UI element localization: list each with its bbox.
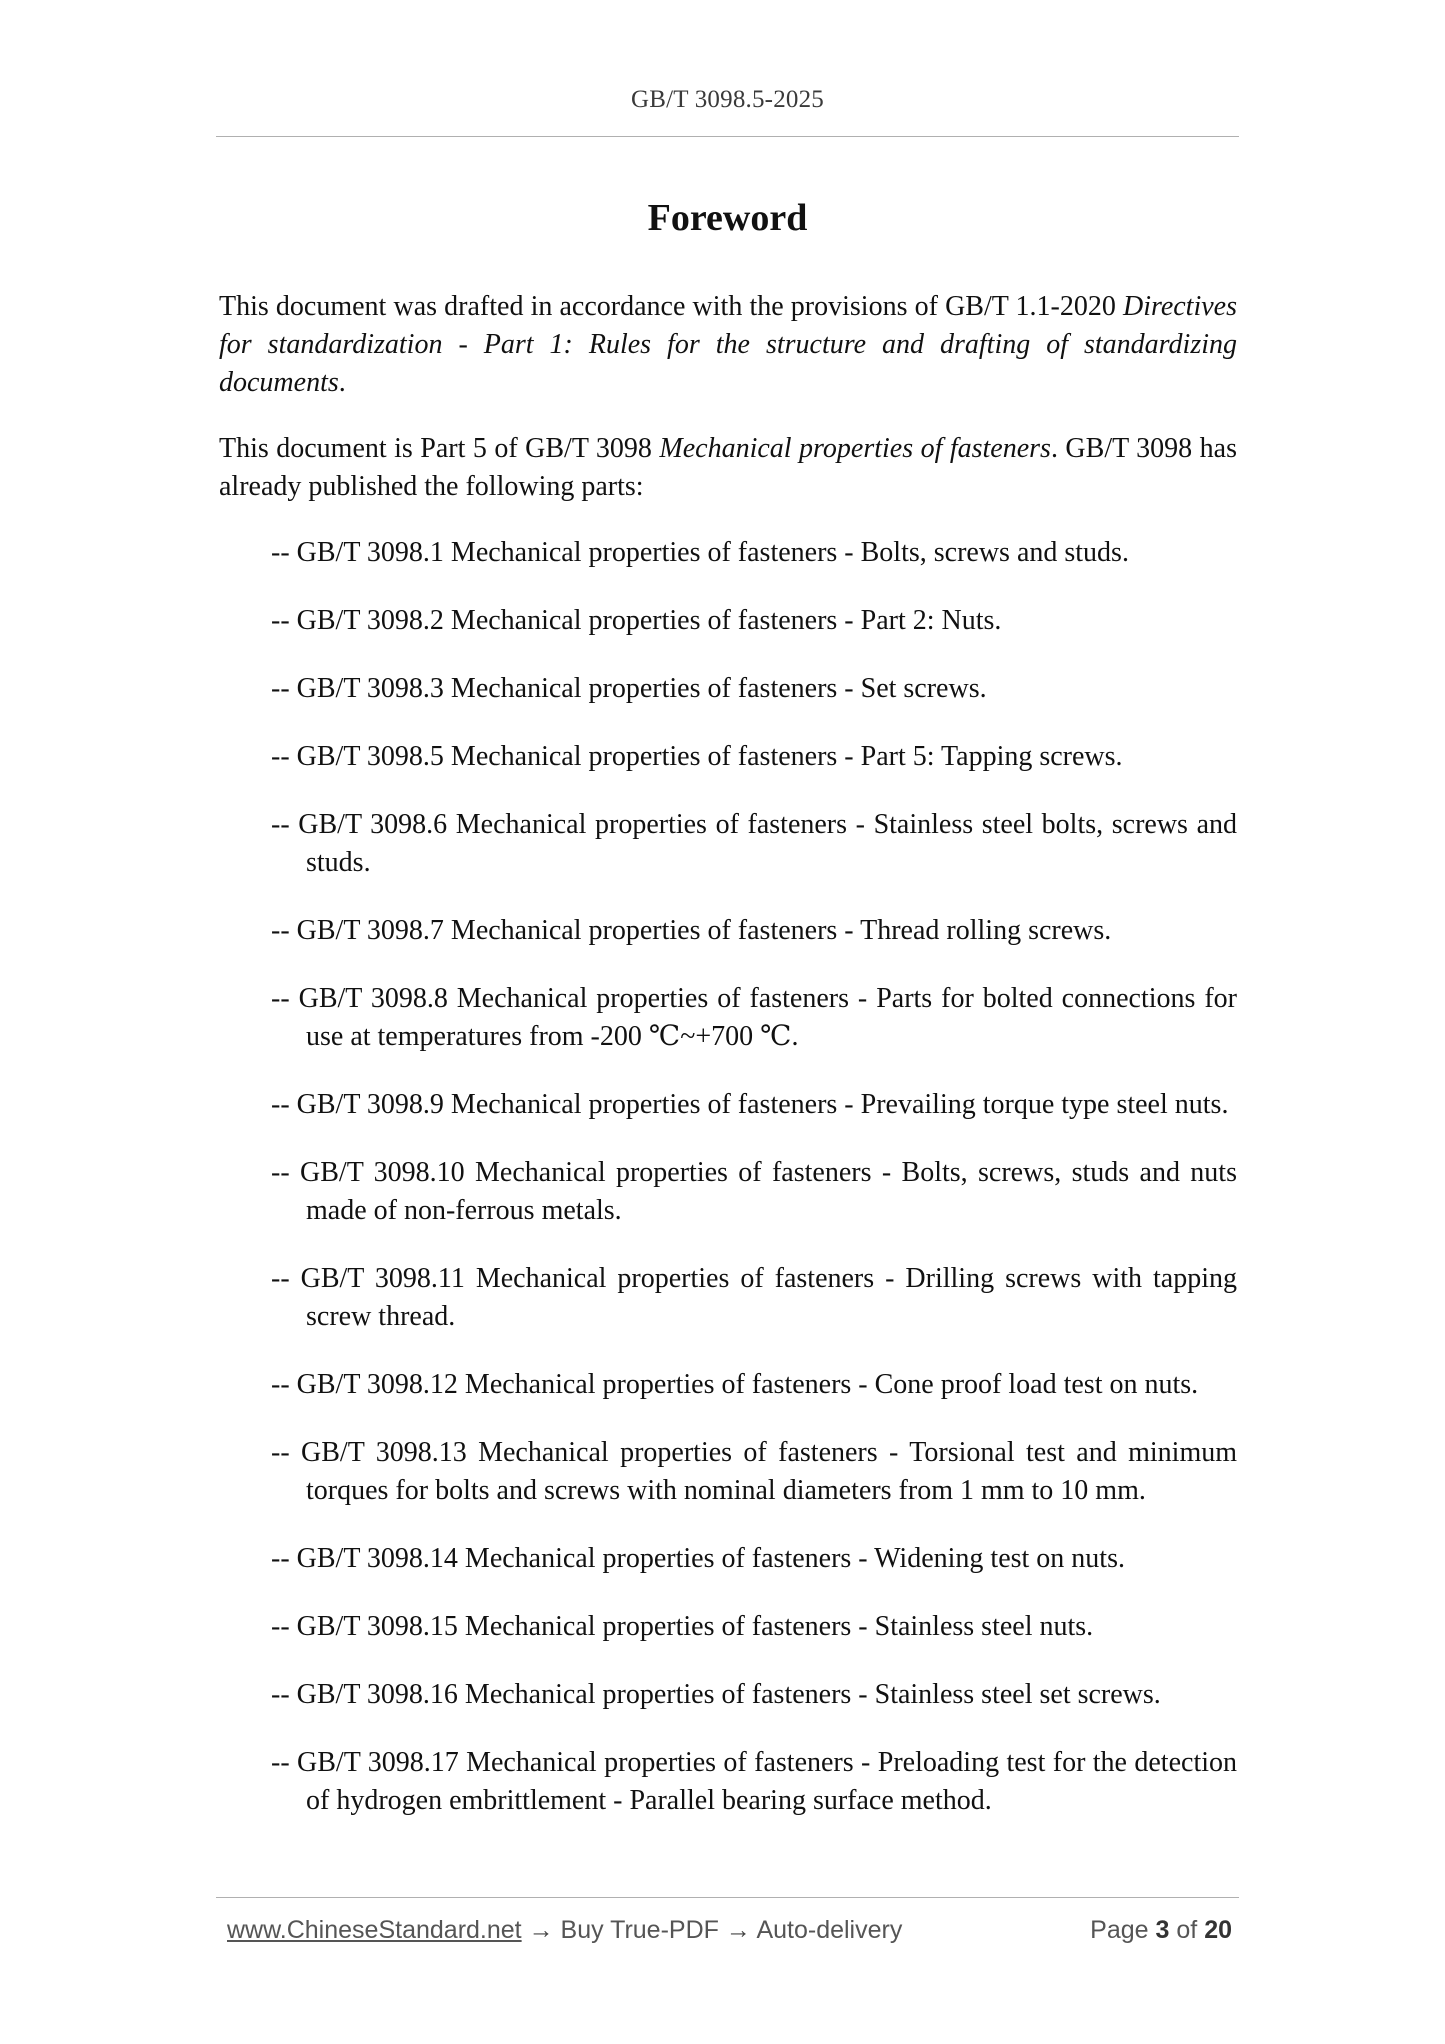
page-total: 20 bbox=[1204, 1916, 1232, 1944]
list-item: -- GB/T 3098.16 Mechanical properties of fasteners - Stainless steel set screws. bbox=[271, 1679, 1161, 1710]
intro-paragraph-1 bbox=[219, 288, 1237, 402]
page-title: Foreword bbox=[647, 197, 808, 239]
list-item: -- GB/T 3098.7 Mechanical properties of fasteners - Thread rolling screws. bbox=[271, 915, 1112, 946]
list-item: -- GB/T 3098.12 Mechanical properties of fasteners - Cone proof load test on nuts. bbox=[271, 1369, 1199, 1400]
list-item: -- GB/T 3098.13 Mechanical properties of fasteners - Torsional test and minimum torques for bolts and screws with nominal diameters from 1 mm to 10 mm. bbox=[271, 1437, 1237, 1506]
delivery-text: Auto-delivery bbox=[756, 1916, 903, 1944]
arrow-right-icon: → bbox=[725, 1916, 751, 1944]
list-item: -- GB/T 3098.6 Mechanical properties of fasteners - Stainless steel bolts, screws and studs. bbox=[271, 809, 1237, 878]
intro-p2-title-italic: Mechanical properties of fasteners bbox=[659, 433, 1051, 464]
intro-p1-end: . bbox=[338, 367, 346, 398]
arrow-right-icon: → bbox=[528, 1916, 554, 1944]
list-item: -- GB/T 3098.5 Mechanical properties of fasteners - Part 5: Tapping screws. bbox=[271, 741, 1123, 772]
site-link[interactable]: www.ChineseStandard.net bbox=[227, 1916, 522, 1944]
list-item: -- GB/T 3098.1 Mechanical properties of fasteners - Bolts, screws and studs. bbox=[271, 537, 1129, 568]
list-item: -- GB/T 3098.9 Mechanical properties of fasteners - Prevailing torque type steel nuts. bbox=[271, 1089, 1229, 1120]
intro-p1-title-italic: Directives for standardization - Part 1: Rules for the structure and drafting of standardizing documents bbox=[219, 291, 1237, 398]
list-item: -- GB/T 3098.11 Mechanical properties of fasteners - Drilling screws with tapping screw thread. bbox=[271, 1263, 1237, 1332]
list-item: -- GB/T 3098.2 Mechanical properties of fasteners - Part 2: Nuts. bbox=[271, 605, 1002, 636]
intro-p1-text: This document was drafted in accordance with the provisions of GB/T 1.1-2020 bbox=[219, 291, 1123, 322]
list-item: -- GB/T 3098.3 Mechanical properties of fasteners - Set screws. bbox=[271, 673, 987, 704]
list-item: -- GB/T 3098.8 Mechanical properties of fasteners - Parts for bolted connections for use at temperatures from -200 ℃~+700 ℃. bbox=[271, 983, 1237, 1052]
list-item: -- GB/T 3098.17 Mechanical properties of fasteners - Preloading test for the detection of hydrogen embrittlement - Parallel bearing surface method. bbox=[271, 1747, 1237, 1816]
page-number bbox=[1090, 1916, 1232, 1945]
foreword-body bbox=[219, 288, 1237, 1850]
intro-p2-end: . GB/T 3098 has already published the following parts: bbox=[219, 433, 1237, 502]
header-divider bbox=[216, 136, 1239, 137]
intro-paragraph-2 bbox=[219, 430, 1237, 506]
published-parts-list bbox=[219, 534, 1237, 1820]
list-item: -- GB/T 3098.10 Mechanical properties of fasteners - Bolts, screws, studs and nuts made of non-ferrous metals. bbox=[271, 1157, 1237, 1226]
page-label: Page bbox=[1090, 1916, 1149, 1944]
intro-p2-text: This document is Part 5 of GB/T 3098 bbox=[219, 433, 660, 464]
buy-text: Buy True-PDF bbox=[560, 1916, 719, 1944]
list-item: -- GB/T 3098.14 Mechanical properties of fasteners - Widening test on nuts. bbox=[271, 1543, 1125, 1574]
running-header: GB/T 3098.5-2025 bbox=[630, 86, 825, 113]
page-current: 3 bbox=[1155, 1916, 1170, 1944]
page-of: of bbox=[1176, 1916, 1198, 1944]
footer-divider bbox=[216, 1897, 1239, 1898]
footer-promo bbox=[227, 1916, 902, 1945]
list-item: -- GB/T 3098.15 Mechanical properties of fasteners - Stainless steel nuts. bbox=[271, 1611, 1094, 1642]
